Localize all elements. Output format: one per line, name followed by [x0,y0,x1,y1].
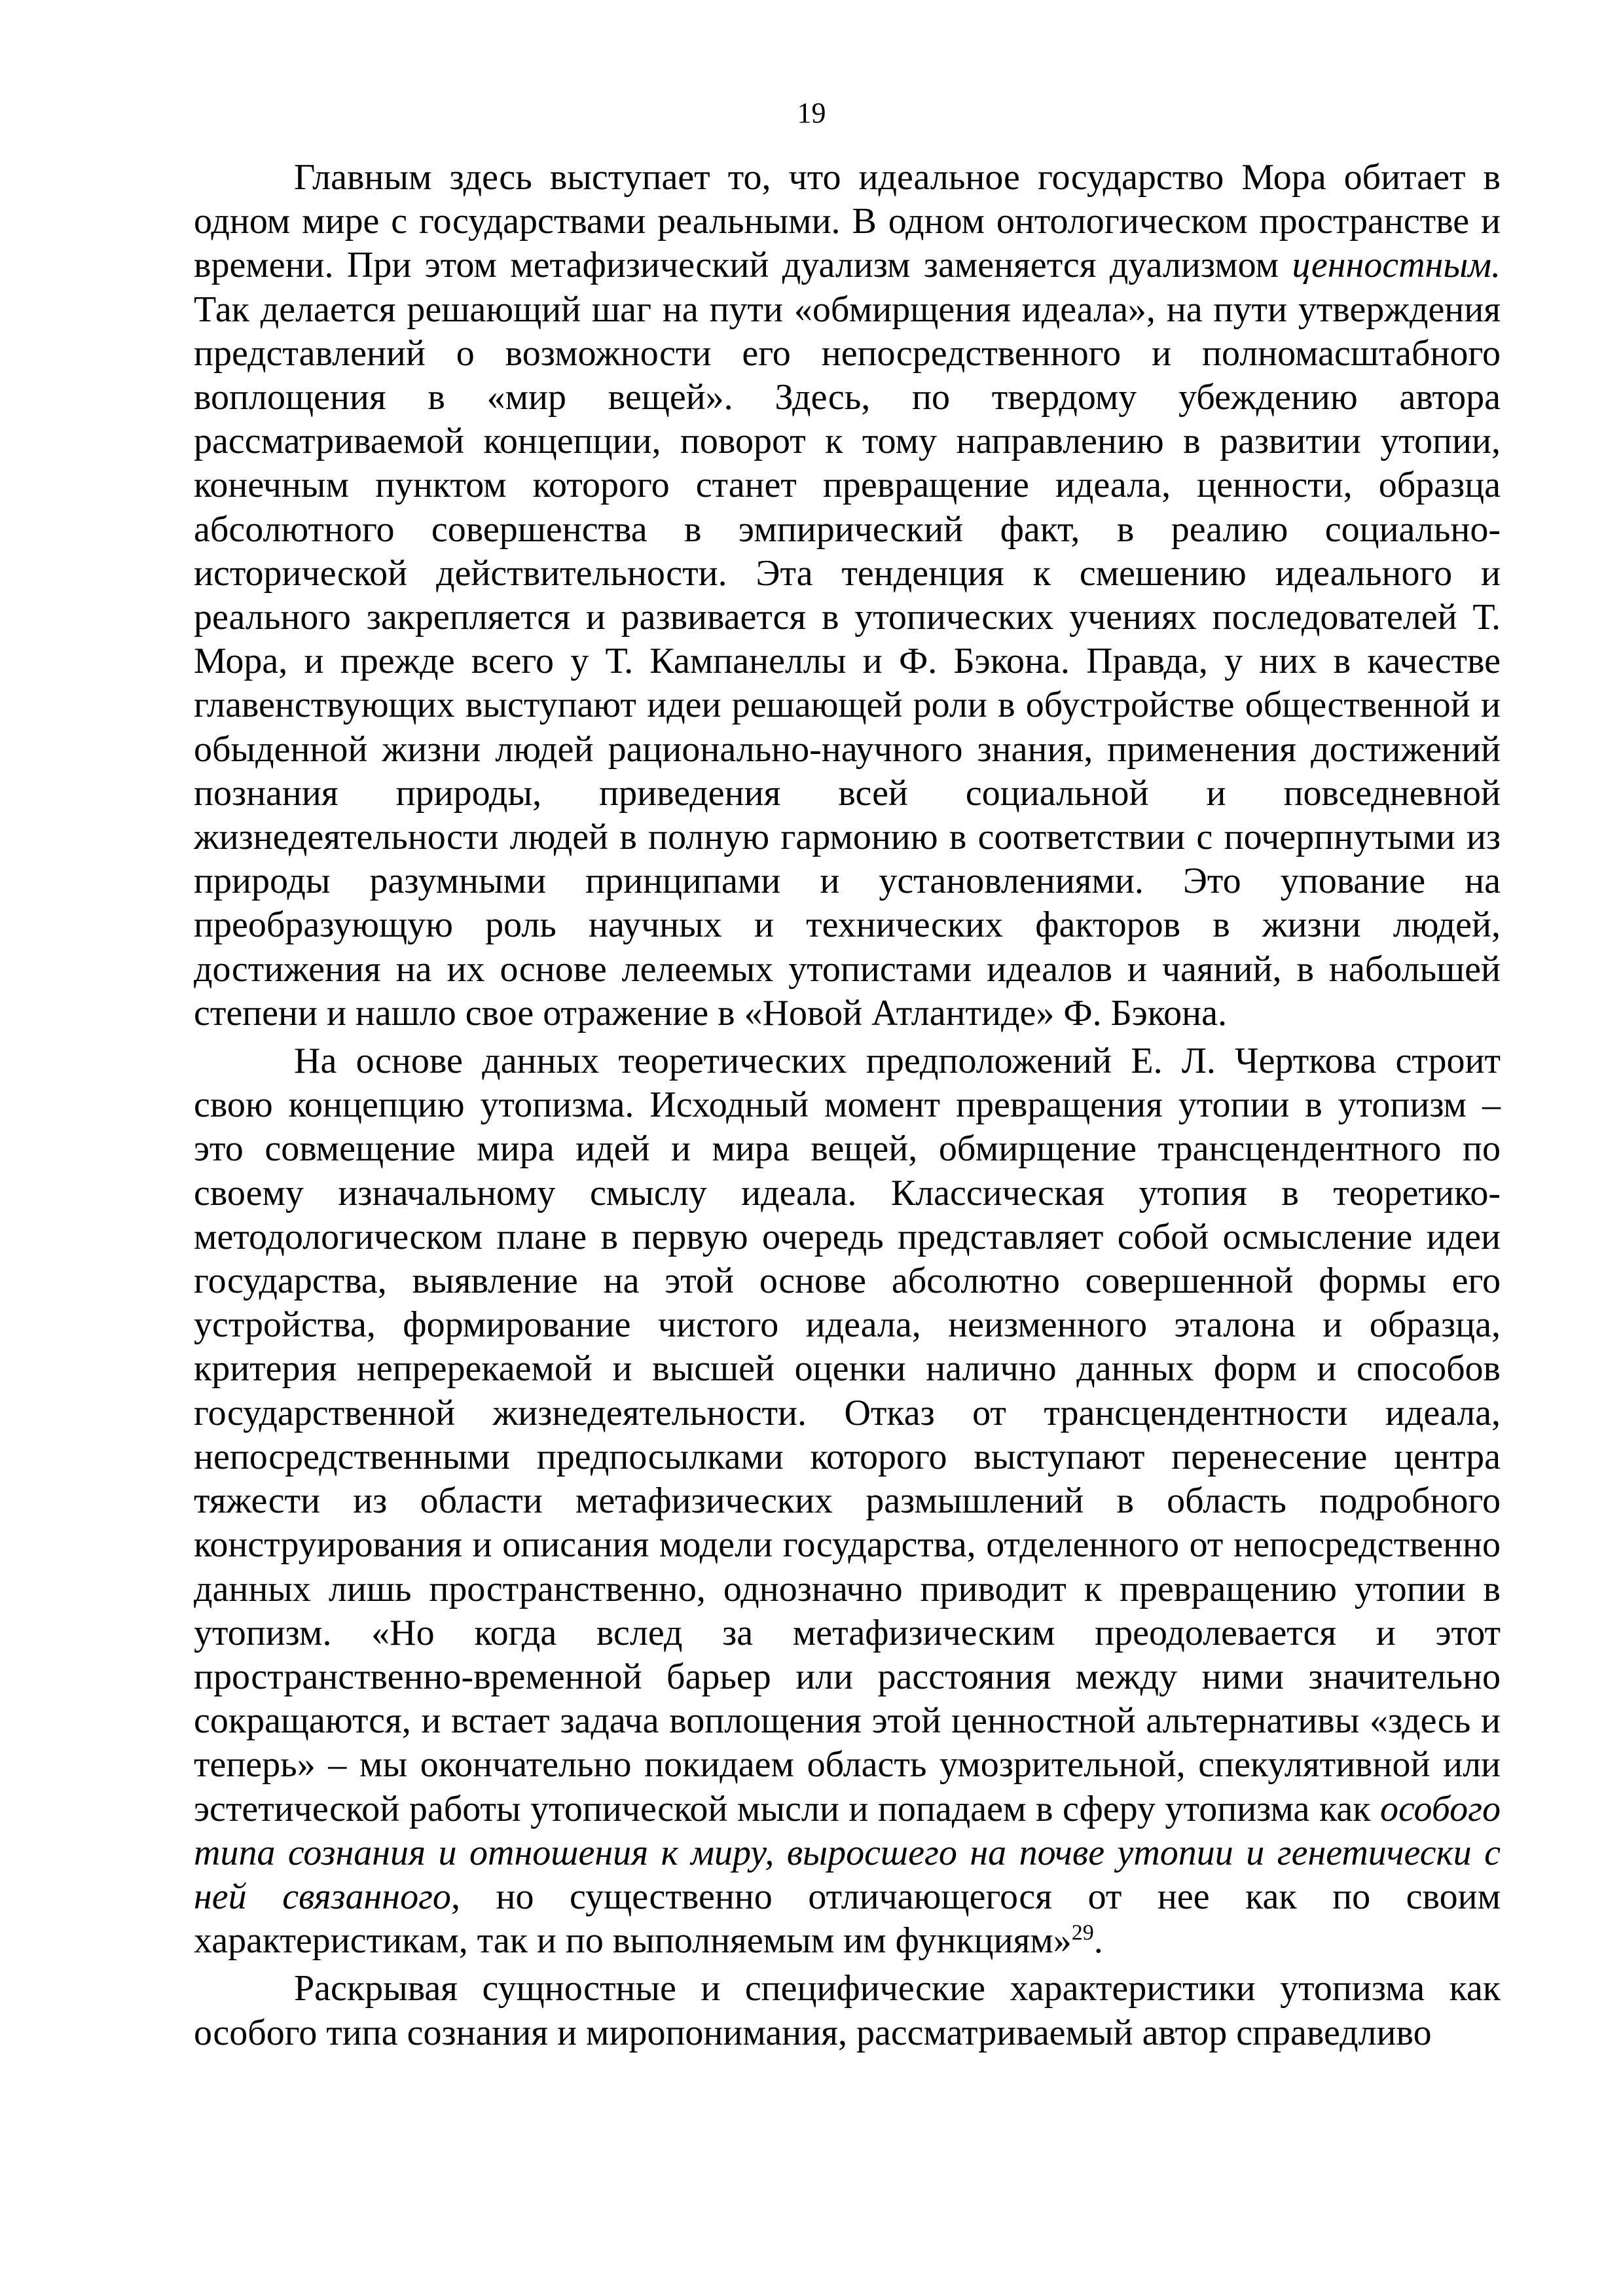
paragraph-2-text-2: , но существенно отличающегося от нее как по своим характеристикам, так и по выполняемым им функциям» [194,1876,1501,1962]
document-body [194,156,1501,2055]
paragraph-2-text-1: На основе данных теоретических предположений Е. Л. Черткова строит свою концепцию утопизма. Исходный момент превращения утопии в утопизм – это совмещение мира идей и мира вещей, обмирщение трансцендентного по своему изначальному смыслу идеала. Классическая утопия в теоретико-методологическом плане в первую очередь представляет собой осмысление идеи государства, выявление на этой основе абсолютно совершенной формы его устройства, формирование чистого идеала, неизменного эталона и образца, критерия непререкаемой и высшей оценки налично данных форм и способов государственной жизнедеятельности. Отказ от трансцендентности идеала, непосредственными предпосылками которого выступают перенесение центра тяжести из области метафизических размышлений в область подробного конструирования и описания модели государства, отделенного от непосредственно данных лишь пространственно, однозначно приводит к превращению утопии в утопизм. «Но когда вслед за метафизическим преодолевается и этот пространственно-временной барьер или расстояния между ними значительно сокращаются, и встает задача воплощения этой ценностной альтернативы «здесь и теперь» – мы окончательно покидаем область умозрительной, спекулятивной или эстетической работы утопической мысли и попадаем в сферу утопизма как [194,1041,1501,1829]
paragraph-2-italic-phrase: особого типа сознания и отношения к миру, выросшего на почве утопии и генетически с ней связанного [194,1788,1501,1917]
paragraph-3-text-1: Раскрывая сущностные и специфические характеристики утопизма как особого типа сознания и миропонимания, рассматриваемый автор справедливо [194,1968,1501,2053]
footnote-reference: 29 [1071,1920,1094,1945]
paragraph-1-text-2: Так делается решающий шаг на пути «обмирщения идеала», на пути утверждения представлений о возможности его непосредственного и полномасштабного воплощения в «мир вещей». Здесь, по твердому убеждению автора рассматриваемой концепции, поворот к тому направлению в развитии утопии, конечным пунктом которого станет превращение идеала, ценности, образца абсолютного совершенства в эмпирический факт, в реалию социально-исторической действительности. Эта тенденция к смешению идеального и реального закрепляется и развивается в утопических учениях последователей Т. Мора, и прежде всего у Т. Кампанеллы и Ф. Бэкона. Правда, у них в качестве главенствующих выступают идеи решающей роли в обустройстве общественной и обыденной жизни людей рационально-научного знания, применения достижений познания природы, приведения всей социальной и повседневной жизнедеятельности людей в полную гармонию в соответствии с почерпнутыми из природы разумными принципами и установлениями. Это упование на преобразующую роль научных и технических факторов в жизни людей, достижения на их основе лелеемых утопистами идеалов и чаяний, в набольшей степени и нашло свое отражение в «Новой Атлантиде» Ф. Бэкона. [194,289,1501,1033]
page-number: 19 [797,97,826,129]
paragraph-2-text-3: . [1093,1920,1103,1962]
paragraph-1 [194,156,1501,1035]
paragraph-1-text-1: Главным здесь выступает то, что идеальное государство Мора обитает в одном мире с государствами реальными. В одном онтологическом пространстве и времени. При этом метафизический дуализм заменяется дуализмом [194,157,1501,286]
paragraph-2 [194,1039,1501,1963]
paragraph-3 [194,1967,1501,2054]
paragraph-1-italic-phrase: ценностным. [1292,245,1501,286]
